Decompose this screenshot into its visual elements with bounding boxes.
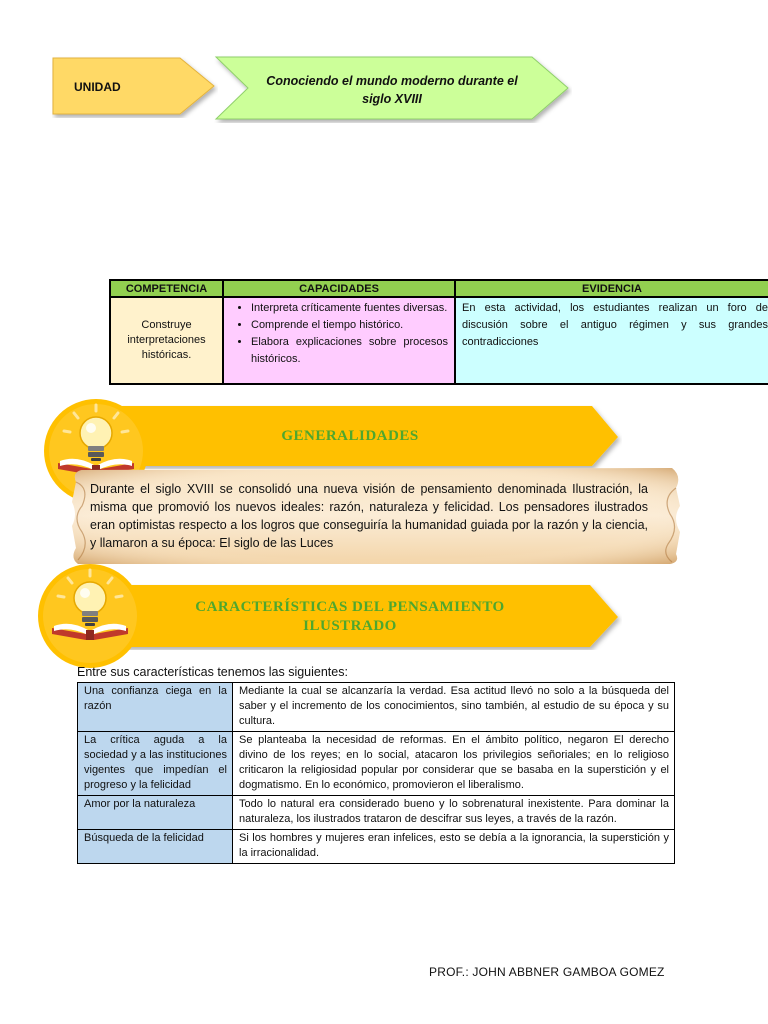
generalidades-title: GENERALIDADES — [281, 428, 419, 444]
evidencia-cell — [455, 297, 768, 384]
characteristics-table — [77, 682, 675, 864]
description-cell: Mediante la cual se alcanzaría la verdad. Esa actitud llevó no solo a la búsqueda del saber y el incremento de los conocimientos, sino también, al estudio de su época y su cultura. — [233, 683, 675, 732]
feature-cell: La crítica aguda a la sociedad y a las instituciones vigentes que impedían el progreso y la felicidad — [78, 732, 233, 796]
table-row — [78, 732, 675, 796]
capacidades-cell — [223, 297, 455, 384]
competencia-text: Construye interpretaciones históricas. — [127, 319, 206, 361]
table-row — [78, 683, 675, 732]
feature-cell: Una confianza ciega en la razón — [78, 683, 233, 732]
generalidades-paragraph: Durante el siglo XVIII se consolidó una nueva visión de pensamiento denominada Ilustración, la misma que promovió los nuevos ideales: razón, naturaleza y felicidad. Los pensadores ilustrados eran optimistas respecto a los logros que conseguiría la humanidad guiada por la razón y la ciencia, y llamaron a su época: El siglo de las Luces — [90, 482, 648, 550]
capacidades-list — [224, 300, 448, 368]
characteristics-intro: Entre sus características tenemos las siguientes: — [77, 665, 348, 679]
competency-table — [109, 279, 768, 385]
teacher-name: PROF.: JOHN ABBNER GAMBOA GOMEZ — [429, 965, 665, 979]
evidencia-text: En esta actividad, los estudiantes realizan un foro de discusión sobre el antiguo régimen y sus grandes contradicciones — [462, 302, 768, 348]
caracteristicas-title — [150, 598, 550, 636]
header-competencia: COMPETENCIA — [110, 280, 223, 297]
unit-title: Conociendo el mundo moderno durante el siglo XVIII — [266, 74, 518, 106]
feature-cell: Amor por la naturaleza — [78, 796, 233, 830]
table-row — [78, 830, 675, 864]
unidad-label: UNIDAD — [74, 80, 121, 94]
caracteristicas-title-line2: ILUSTRADO — [303, 618, 397, 634]
competencia-cell — [110, 297, 223, 384]
description-cell: Se planteaba la necesidad de reformas. En el ámbito político, negaron El derecho divino de los reyes; en lo social, atacaron los privilegios señoriales; en lo religioso criticaron la religiosidad popular por considerar que se basaba en la superstición y el dogmatismo. En lo económico, promovieron el liberalismo. — [233, 732, 675, 796]
header-capacidades: CAPACIDADES — [223, 280, 455, 297]
lightbulb-book-icon — [36, 562, 144, 670]
header-evidencia: EVIDENCIA — [455, 280, 768, 297]
feature-cell: Búsqueda de la felicidad — [78, 830, 233, 864]
description-cell: Si los hombres y mujeres eran infelices, esto se debía a la ignorancia, la superstición y la irracionalidad. — [233, 830, 675, 864]
capacidad-item: • Comprende el tiempo histórico. — [251, 317, 448, 334]
description-cell: Todo lo natural era considerado bueno y lo sobrenatural inexistente. Para dominar la naturaleza, los ilustrados trataron de descifrar sus leyes, a través de la razón. — [233, 796, 675, 830]
capacidad-item: • Elabora explicaciones sobre procesos históricos. — [251, 334, 448, 368]
table-row — [78, 796, 675, 830]
caracteristicas-title-line1: CARACTERÍSTICAS DEL PENSAMIENTO — [195, 599, 505, 615]
capacidad-item: • Interpreta críticamente fuentes diversas. — [251, 300, 448, 317]
